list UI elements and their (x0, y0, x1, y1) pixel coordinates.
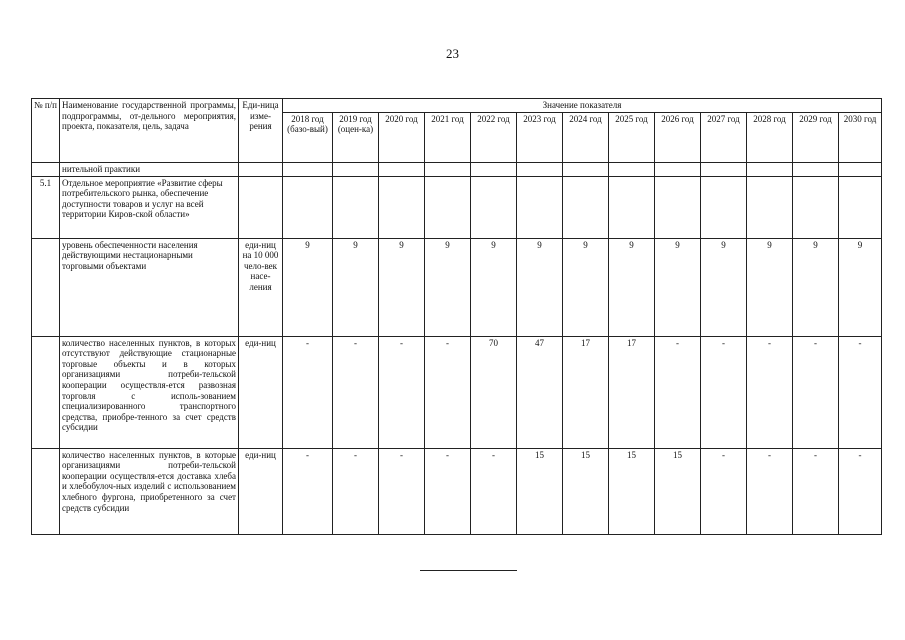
value-cell (701, 176, 747, 238)
value-cell: - (379, 448, 425, 534)
row-number (32, 448, 60, 534)
table-row (32, 238, 882, 336)
value-cell: 9 (563, 238, 609, 336)
value-cell: 9 (655, 238, 701, 336)
value-cell (333, 176, 379, 238)
value-cell (793, 162, 839, 176)
value-cell: - (283, 336, 333, 448)
value-cell: - (793, 448, 839, 534)
header-year: 2022 год (471, 112, 517, 162)
row-number: 5.1 (32, 176, 60, 238)
header-indicator-value: Значение показателя (283, 99, 882, 113)
row-unit (239, 162, 283, 176)
value-cell: 9 (609, 238, 655, 336)
value-cell: - (425, 448, 471, 534)
row-unit: еди-ниц (239, 336, 283, 448)
value-cell: 17 (609, 336, 655, 448)
row-name: Отдельное мероприятие «Развитие сферы потребительского рынка, обеспечение доступности товаров и услуг на всей территории Киров-ской области» (60, 176, 239, 238)
value-cell (517, 176, 563, 238)
value-cell: 15 (517, 448, 563, 534)
value-cell: - (425, 336, 471, 448)
row-number (32, 238, 60, 336)
value-cell (425, 176, 471, 238)
header-year: 2025 год (609, 112, 655, 162)
value-cell: - (793, 336, 839, 448)
row-unit (239, 176, 283, 238)
value-cell (747, 176, 793, 238)
table-row (32, 448, 882, 534)
value-cell (747, 162, 793, 176)
header-year: 2027 год (701, 112, 747, 162)
header-year: 2026 год (655, 112, 701, 162)
value-cell: - (701, 336, 747, 448)
indicator-table (31, 98, 882, 535)
value-cell: - (379, 336, 425, 448)
page-number: 23 (446, 46, 459, 61)
row-name: количество населенных пунктов, в которых отсутствуют действующие стационарные торговые объекты и в которых организациями потреби-тельской кооперации осуществля-ется развозная торговля с исполь-зованием специализированного транспортного средства, приобре-тенного за счет средств субсидии (60, 336, 239, 448)
value-cell (425, 162, 471, 176)
value-cell (379, 162, 425, 176)
value-cell: - (839, 336, 882, 448)
row-name: уровень обеспеченности населения действующими нестационарными торговыми объектами (60, 238, 239, 336)
value-cell (609, 176, 655, 238)
value-cell: 9 (839, 238, 882, 336)
value-cell: 9 (793, 238, 839, 336)
value-cell (471, 162, 517, 176)
value-cell: - (333, 336, 379, 448)
header-year: 2020 год (379, 112, 425, 162)
value-cell: 9 (425, 238, 471, 336)
value-cell: - (471, 448, 517, 534)
row-number (32, 162, 60, 176)
value-cell: 9 (517, 238, 563, 336)
header-year: 2028 год (747, 112, 793, 162)
value-cell (333, 162, 379, 176)
row-number (32, 336, 60, 448)
header-number: № п/п (32, 99, 60, 163)
value-cell (655, 176, 701, 238)
value-cell: - (747, 336, 793, 448)
value-cell: 17 (563, 336, 609, 448)
value-cell: - (701, 448, 747, 534)
value-cell (517, 162, 563, 176)
value-cell (609, 162, 655, 176)
value-cell: 70 (471, 336, 517, 448)
value-cell (283, 162, 333, 176)
table-row (32, 336, 882, 448)
value-cell: 9 (701, 238, 747, 336)
value-cell: 9 (471, 238, 517, 336)
value-cell: 9 (333, 238, 379, 336)
value-cell (563, 162, 609, 176)
value-cell (839, 162, 882, 176)
header-name: Наименование государственной программы, подпрограммы, от-дельного мероприятия, проекта, показателя, цель, задача (60, 99, 239, 163)
value-cell: 15 (655, 448, 701, 534)
row-name: нительной практики (60, 162, 239, 176)
header-year: 2030 год (839, 112, 882, 162)
header-year: 2018 год (базо-вый) (283, 112, 333, 162)
value-cell (655, 162, 701, 176)
row-unit: еди-ниц на 10 000 чело-век насе-ления (239, 238, 283, 336)
value-cell: - (283, 448, 333, 534)
header-year: 2021 год (425, 112, 471, 162)
value-cell: 9 (747, 238, 793, 336)
value-cell: - (747, 448, 793, 534)
table-row (32, 162, 882, 176)
value-cell: 9 (283, 238, 333, 336)
header-year: 2024 год (563, 112, 609, 162)
value-cell: - (655, 336, 701, 448)
value-cell (793, 176, 839, 238)
value-cell: 15 (609, 448, 655, 534)
value-cell (839, 176, 882, 238)
row-unit: еди-ниц (239, 448, 283, 534)
table-row (32, 176, 882, 238)
value-cell (563, 176, 609, 238)
value-cell (701, 162, 747, 176)
value-cell: 47 (517, 336, 563, 448)
footer-divider (420, 570, 517, 571)
value-cell (471, 176, 517, 238)
value-cell (283, 176, 333, 238)
value-cell: - (839, 448, 882, 534)
header-year: 2019 год (оцен-ка) (333, 112, 379, 162)
value-cell (379, 176, 425, 238)
value-cell: 15 (563, 448, 609, 534)
header-year: 2023 год (517, 112, 563, 162)
row-name: количество населенных пунктов, в которые организациями потреби-тельской кооперации осуществля-ется доставка хлеба и хлебобулоч-ных изделий с использованием хлебного фургона, приобретенного за счет средств субсидии (60, 448, 239, 534)
header-unit: Еди-ница изме-рения (239, 99, 283, 163)
value-cell: - (333, 448, 379, 534)
value-cell: 9 (379, 238, 425, 336)
header-year: 2029 год (793, 112, 839, 162)
